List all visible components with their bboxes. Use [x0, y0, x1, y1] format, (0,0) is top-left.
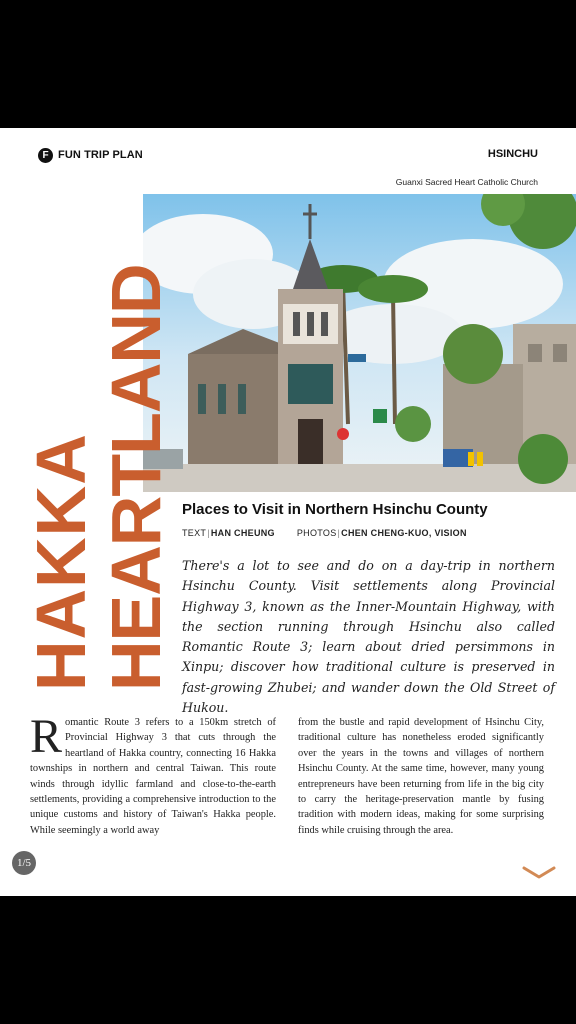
photos-credit-label: PHOTOS	[296, 528, 337, 538]
title-hakka: HAKKA	[22, 433, 100, 691]
church-photo	[143, 194, 576, 492]
text-credit-author: HAN CHEUNG	[210, 528, 275, 538]
photos-credit-author: CHEN CHENG-KUO, VISION	[341, 528, 467, 538]
f-logo-icon: F	[38, 148, 53, 163]
magazine-page	[0, 128, 576, 896]
intro-paragraph: There's a lot to see and do on a day-trip in northern Hsinchu County. Visit settlements along Provincial Highway 3, known as the Inner-Mountain Highway, with the section running through Hsinchu also called Romantic Route 3; learn about dried persimmons in Xinpu; discover how traditional culture is preserved in fast-growing Zhubei; and wander down the Old Street of Hukou.	[182, 558, 555, 716]
body-column-1	[30, 710, 276, 838]
photo-caption: Guanxi Sacred Heart Catholic Church	[395, 177, 538, 187]
section-label: FUN TRIP PLAN	[58, 149, 143, 161]
chevron-down-icon[interactable]	[522, 866, 556, 880]
title-heartland: HEARTLAND	[97, 264, 175, 691]
text-credit-label: TEXT	[182, 528, 207, 538]
section-header	[38, 147, 143, 163]
article-subtitle: Places to Visit in Northern Hsinchu County	[182, 501, 488, 518]
body-column-1-text: omantic Route 3 refers to a 150km stretch of Provincial Highway 3 that cuts through the heartland of Hakka country, connecting 16 Hakka townships in northern and central Taiwan. This route winds through idyllic farmland and close-to-the-earth settlements, providing a comprehensive introduction to the unique customs and history of Taiwan's Hakka people. While seemingly a world away	[30, 717, 276, 836]
drop-cap: R	[30, 710, 63, 763]
body-column-2: from the bustle and rapid development of Hsinchu City, traditional culture has nonetheless eroded significantly over the years in the towns and villages of northern Hsinchu County. At the same time, however, many young entrepreneurs have been returning from life in the big city to carry the heritage-preservation mantle by fusing tradition with modern ideas, making for some surprising finds while cruising through the area.	[298, 717, 544, 836]
credits-line: TEXT|HAN CHEUNG PHOTOS|CHEN CHENG-KUO, VISION	[182, 528, 467, 538]
location-label: HSINCHU	[487, 148, 538, 160]
page-indicator[interactable]: 1/5	[12, 851, 36, 875]
